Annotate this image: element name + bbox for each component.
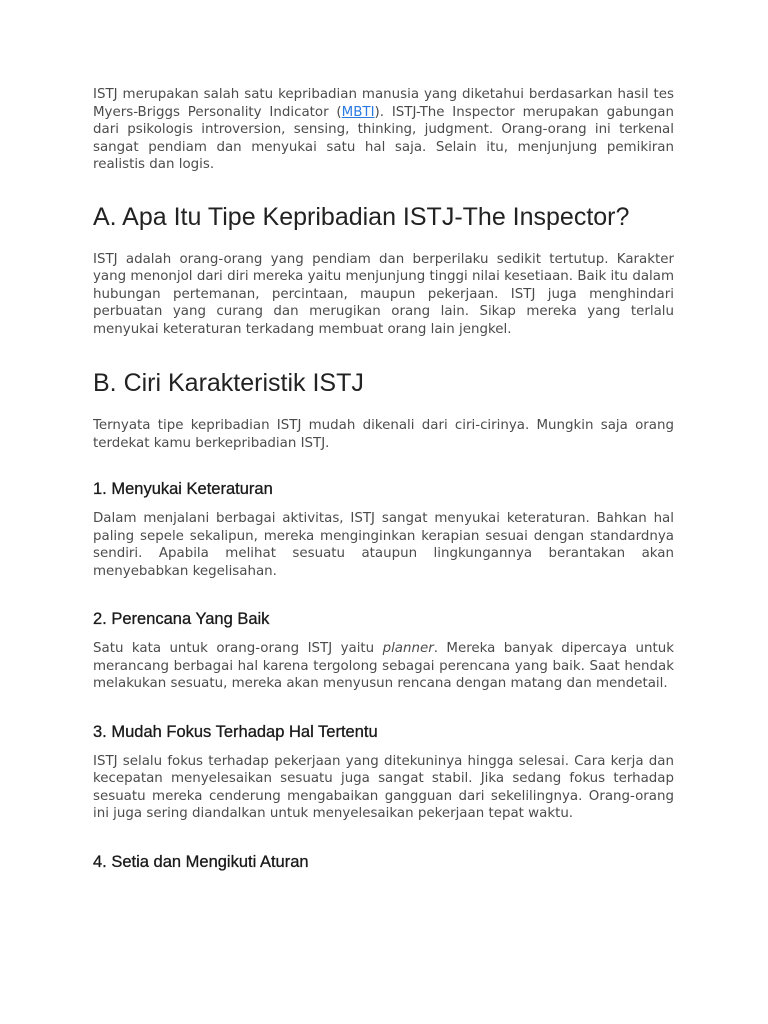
trait-3-heading: 3. Mudah Fokus Terhadap Hal Tertentu [93, 722, 378, 741]
section-a-paragraph: ISTJ adalah orang-orang yang pendiam dan berperilaku sedikit tertutup. Karakter yang menonjol dari diri mereka yaitu menjunjung tinggi nilai kesetiaan. Baik itu dalam hubungan pertemanan, percintaan, maupun pekerjaan. ISTJ juga menghindari perbuatan yang curang dan merugikan orang lain. Sikap mereka yang terlalu menyukai keteraturan terkadang membuat orang lain jengkel. [93, 251, 674, 337]
trait-2-paragraph [93, 640, 674, 693]
intro-text-start: ISTJ merupakan salah satu kepribadian manusia yang diketahui berdasarkan hasil tes Myers-Briggs Personality Indicator ( [93, 87, 674, 120]
trait-3-paragraph: ISTJ selalu fokus terhadap pekerjaan yang ditekuninya hingga selesai. Cara kerja dan kecepatan menyelesaikan sesuatu juga sangat stabil. Jika sedang fokus terhadap sesuatu mereka cenderung mengabaikan gangguan dari sekelilingnya. Orang-orang ini juga sering diandalkan untuk menyelesaikan pekerjaan tepat waktu. [93, 753, 674, 821]
section-a-heading: A. Apa Itu Tipe Kepribadian ISTJ-The Inspector? [93, 202, 630, 231]
trait-2-text-end: . Mereka banyak dipercaya untuk merancang berbagai hal karena tergolong sebagai perencana yang baik. Saat hendak melakukan sesuatu, mereka akan menyusun rencana dengan matang dan mendetail. [93, 641, 674, 691]
trait-4-heading: 4. Setia dan Mengikuti Aturan [93, 852, 309, 871]
trait-1-paragraph: Dalam menjalani berbagai aktivitas, ISTJ sangat menyukai keteraturan. Bahkan hal paling sepele sekalipun, mereka menginginkan kerapian sesuai dengan standardnya sendiri. Apabila melihat sesuatu ataupun lingkungannya berantakan akan menyebabkan kegelisahan. [93, 511, 674, 579]
intro-text-end: ). ISTJ-The Inspector merupakan gabungan dari psikologis introversion, sensing, thinking, judgment. Orang-orang ini terkenal sangat pendiam dan menyukai satu hal saja. Selain itu, menjunjung pemikiran realistis dan logis. [93, 104, 674, 172]
trait-2-heading: 2. Perencana Yang Baik [93, 610, 270, 628]
trait-1-heading: 1. Menyukai Keteraturan [93, 480, 273, 498]
document-page [93, 86, 674, 872]
intro-paragraph [93, 86, 674, 174]
planner-emphasis: planner [382, 641, 434, 656]
mbti-link[interactable]: MBTI [341, 104, 375, 120]
section-b-paragraph: Ternyata tipe kepribadian ISTJ mudah dikenali dari ciri-cirinya. Mungkin saja orang terdekat kamu berkepribadian ISTJ. [93, 418, 674, 451]
section-b-heading: B. Ciri Karakteristik ISTJ [93, 369, 364, 397]
trait-2-text-start: Satu kata untuk orang-orang ISTJ yaitu [93, 641, 383, 656]
